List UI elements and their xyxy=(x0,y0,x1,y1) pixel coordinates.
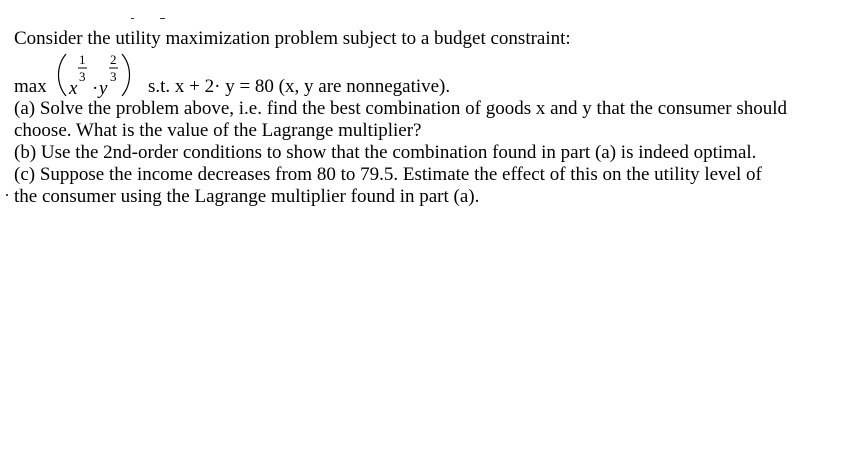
part-c-line-2: the consumer using the Lagrange multiplier found in part (a). xyxy=(14,186,480,207)
problem-intro: Consider the utility maximization problem subject to a budget constraint: xyxy=(14,28,571,49)
scan-speck xyxy=(6,194,8,196)
base-x: x xyxy=(69,78,78,98)
exp2-denominator: 3 xyxy=(110,69,117,84)
utility-function-formula xyxy=(54,50,146,98)
multiply-dot: · xyxy=(92,78,99,98)
left-paren xyxy=(59,54,67,96)
scan-mark xyxy=(131,18,134,19)
exp1-numerator: 1 xyxy=(79,52,86,67)
exp2-numerator: 2 xyxy=(110,52,117,67)
budget-constraint: s.t. x + 2· y = 80 (x, y are nonnegative). xyxy=(148,76,451,97)
right-paren xyxy=(122,54,130,96)
exp1-denominator: 3 xyxy=(79,69,86,84)
problem-document xyxy=(14,28,844,208)
part-a-line-1: (a) Solve the problem above, i.e. find the best combination of goods x and y that the consumer should xyxy=(14,98,788,119)
part-a-line-2: choose. What is the value of the Lagrange multiplier? xyxy=(14,120,422,141)
base-y: y xyxy=(99,78,108,98)
part-c-line-1: (c) Suppose the income decreases from 80 to 79.5. Estimate the effect of this on the utility level of xyxy=(14,164,762,185)
part-b: (b) Use the 2nd-order conditions to show that the combination found in part (a) is indeed optimal. xyxy=(14,142,757,163)
max-operator: max xyxy=(14,76,47,97)
objective-line xyxy=(14,50,844,98)
scan-mark xyxy=(160,18,165,19)
